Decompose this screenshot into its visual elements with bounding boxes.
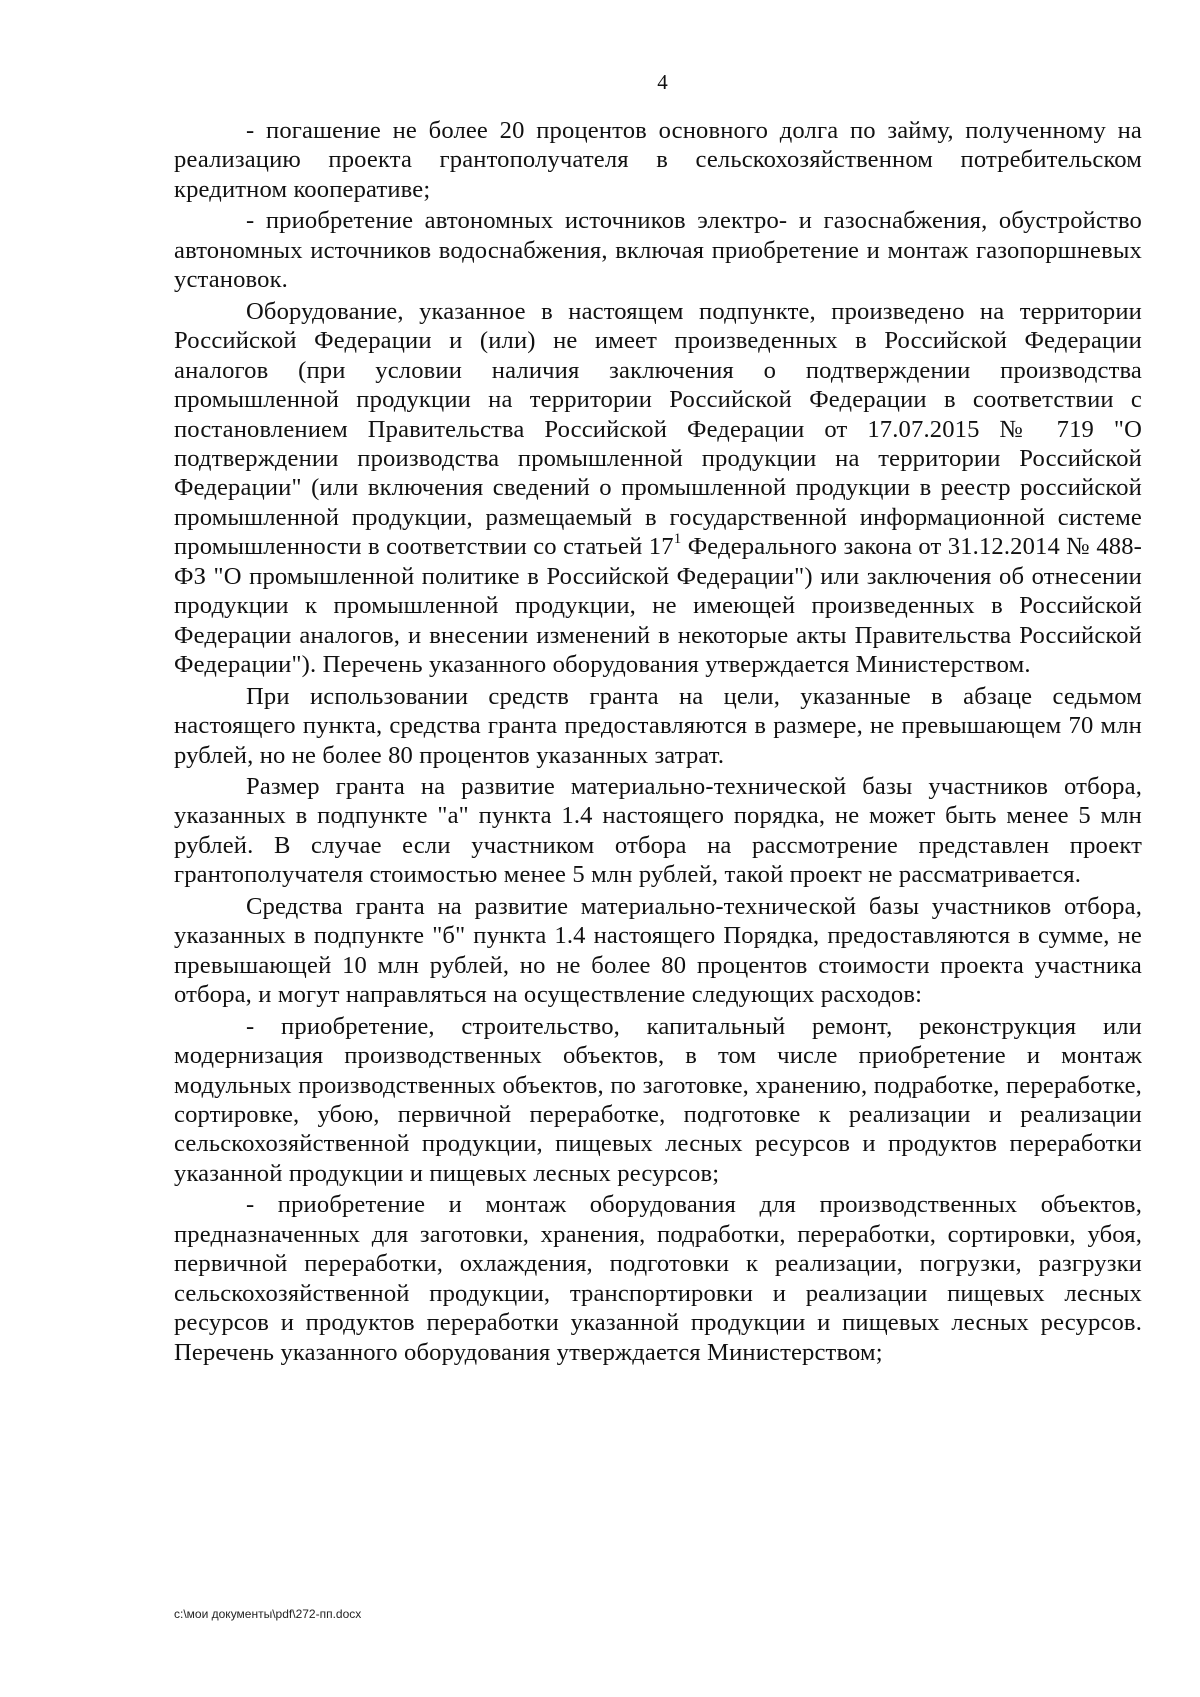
paragraph-equipment-origin	[174, 297, 1142, 680]
paragraph-grant-funds-b: Средства гранта на развитие материально-технической базы участников отбора, указанных в подпункте "б" пункта 1.4 настоящего Порядка, предоставляются в сумме, не превышающей 10 млн рублей, но не более 80 процентов стоимости проекта участника отбора, и могут направляться на осуществление следующих расходов:	[174, 892, 1142, 1009]
paragraph-equipment-origin-part2: Федерального закона от 31.12.2014 № 488-ФЗ "О промышленной политике в Российской Федерации") или заключения об отнесении продукции к промышленной продукции, не имеющей произведенных в Российской Федерации аналогов, и внесении изменений в некоторые акты Правительства Российской Федерации"). Перечень указанного оборудования утверждается Министерством.	[174, 533, 1142, 679]
paragraph-equipment-installation: - приобретение и монтаж оборудования для производственных объектов, предназначенных для заготовки, хранения, подработки, переработки, сортировки, убоя, первичной переработки, охлаждения, подготовки к реализации, погрузки, разгрузки сельскохозяйственной продукции, транспортировки и реализации пищевых лесных ресурсов и продуктов переработки указанной продукции и пищевых лесных ресурсов. Перечень указанного оборудования утверждается Министерством;	[174, 1191, 1142, 1366]
article-superscript: 1	[673, 531, 682, 548]
paragraph-loan-repayment: - погашение не более 20 процентов основного долга по займу, полученному на реализацию проекта грантополучателя в сельскохозяйственном потребительском кредитном кооперативе;	[174, 117, 1142, 203]
paragraph-autonomous-sources: - приобретение автономных источников электро- и газоснабжения, обустройство автономных источников водоснабжения, включая приобретение и монтаж газопоршневых установок.	[174, 207, 1142, 294]
body-text	[174, 116, 1142, 1367]
paragraph-equipment-origin-part1: Оборудование, указанное в настоящем подпункте, произведено на территории Российской Федерации и (или) не имеет произведенных в Российской Федерации аналогов (при условии наличия заключения о подтверждении производства промышленной продукции на территории Российской Федерации в соответствии с постановлением Правительства Российской Федерации от 17.07.2015 № 719 "О подтверждении производства промышленной продукции на территории Российской Федерации" (или включения сведений о промышленной продукции в реестр российской промышленной продукции, размещаемый в государственной информационной системе промышленности в соответствии со статьей 17	[174, 297, 1142, 561]
paragraph-grant-70mln: При использовании средств гранта на цели, указанные в абзаце седьмом настоящего пункта, средства гранта предоставляются в размере, не превышающем 70 млн рублей, но не более 80 процентов указанных затрат.	[174, 682, 1142, 769]
paragraph-grant-size-a: Размер гранта на развитие материально-технической базы участников отбора, указанных в подпункте "а" пункта 1.4 настоящего порядка, не может быть менее 5 млн рублей. В случае если участником отбора на рассмотрение представлен проект грантополучателя стоимостью менее 5 млн рублей, такой проект не рассматривается.	[174, 772, 1142, 889]
page-number: 4	[657, 70, 668, 94]
footer-file-path: c:\мои документы\pdf\272-пп.docx	[174, 1607, 362, 1621]
paragraph-production-objects: - приобретение, строительство, капитальный ремонт, реконструкция или модернизация производственных объектов, в том числе приобретение и монтаж модульных производственных объектов, по заготовке, хранению, подработке, переработке, сортировке, убою, первичной переработке, подготовке к реализации и реализации сельскохозяйственной продукции, пищевых лесных ресурсов и продуктов переработки указанной продукции и пищевых лесных ресурсов;	[174, 1012, 1142, 1187]
